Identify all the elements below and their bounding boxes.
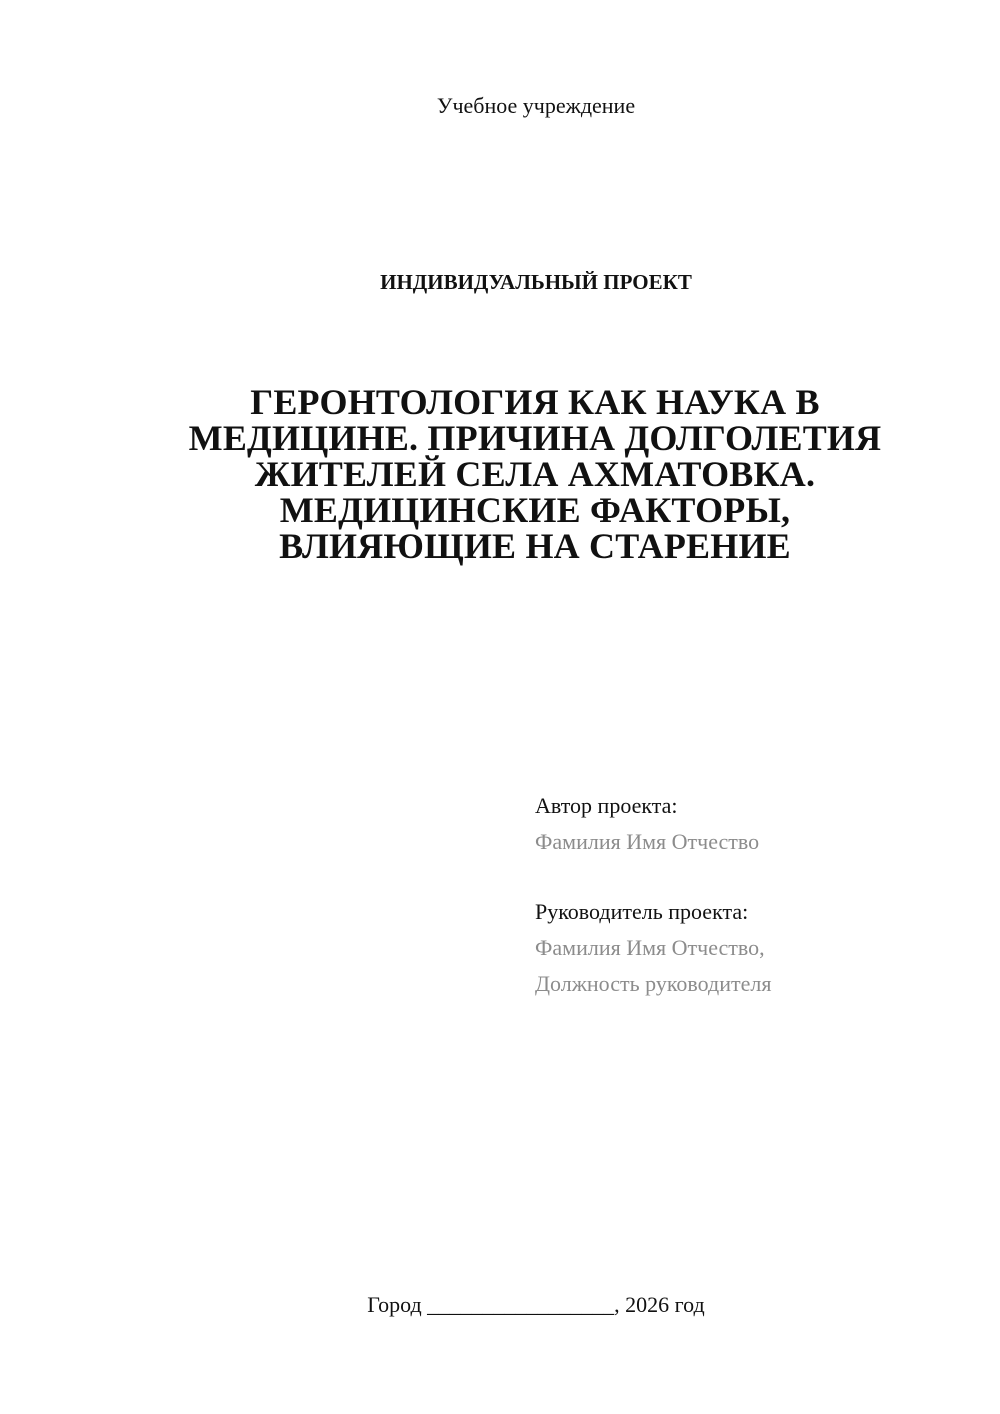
author-label: Автор проекта: [535, 793, 678, 818]
title-line: МЕДИЦИНСКИЕ ФАКТОРЫ, [279, 490, 791, 530]
institution-name: Учебное учреждение [436, 93, 636, 118]
project-title [150, 384, 920, 564]
title-line: МЕДИЦИНЕ. ПРИЧИНА ДОЛГОЛЕТИЯ [188, 418, 882, 458]
title-line: ВЛИЯЮЩИЕ НА СТАРЕНИЕ [279, 526, 791, 566]
title-line: ЖИТЕЛЕЙ СЕЛА АХМАТОВКА. [254, 454, 816, 494]
supervisor-name-placeholder: Фамилия Имя Отчество, [535, 935, 765, 960]
city-year-line: Город _________________, 2026 год [367, 1292, 705, 1317]
author-name-placeholder: Фамилия Имя Отчество [535, 829, 760, 854]
supervisor-position-placeholder: Должность руководителя [535, 971, 772, 996]
title-line: ГЕРОНТОЛОГИЯ КАК НАУКА В [250, 382, 820, 422]
credits-block [535, 788, 975, 1002]
spacer [535, 860, 975, 894]
supervisor-label: Руководитель проекта: [535, 899, 749, 924]
document-type: ИНДИВИДУАЛЬНЫЙ ПРОЕКТ [380, 270, 692, 294]
